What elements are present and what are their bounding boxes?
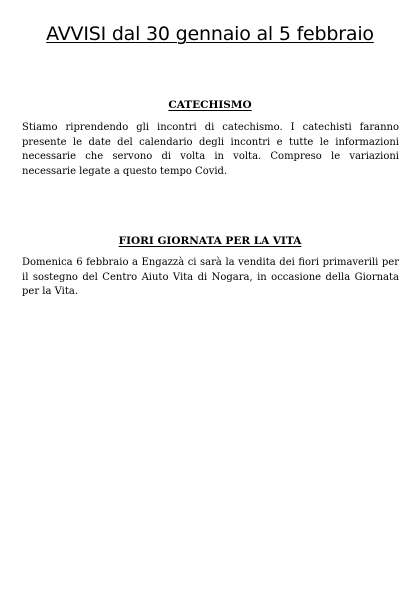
section-body-fiori-giornata: Domenica 6 febbraio a Engazzà ci sarà la vendita dei fiori primaverili per il sostegno del Centro Aiuto Vita di Nogara, in occasione della Giornata per la Vita. bbox=[22, 257, 399, 297]
section-body-catechismo: Stiamo riprendendo gli incontri di catechismo. I catechisti faranno presente le date del calendario degli incontri e tutte le informazioni necessarie che servono di volta in volta. Compreso le variazioni necessarie legate a questo tempo Covid. bbox=[22, 122, 399, 177]
page-title: AVVISI dal 30 gennaio al 5 febbraio bbox=[46, 23, 374, 45]
section-heading-catechismo: CATECHISMO bbox=[168, 99, 252, 111]
section-heading-fiori-giornata: FIORI GIORNATA PER LA VITA bbox=[118, 235, 302, 247]
